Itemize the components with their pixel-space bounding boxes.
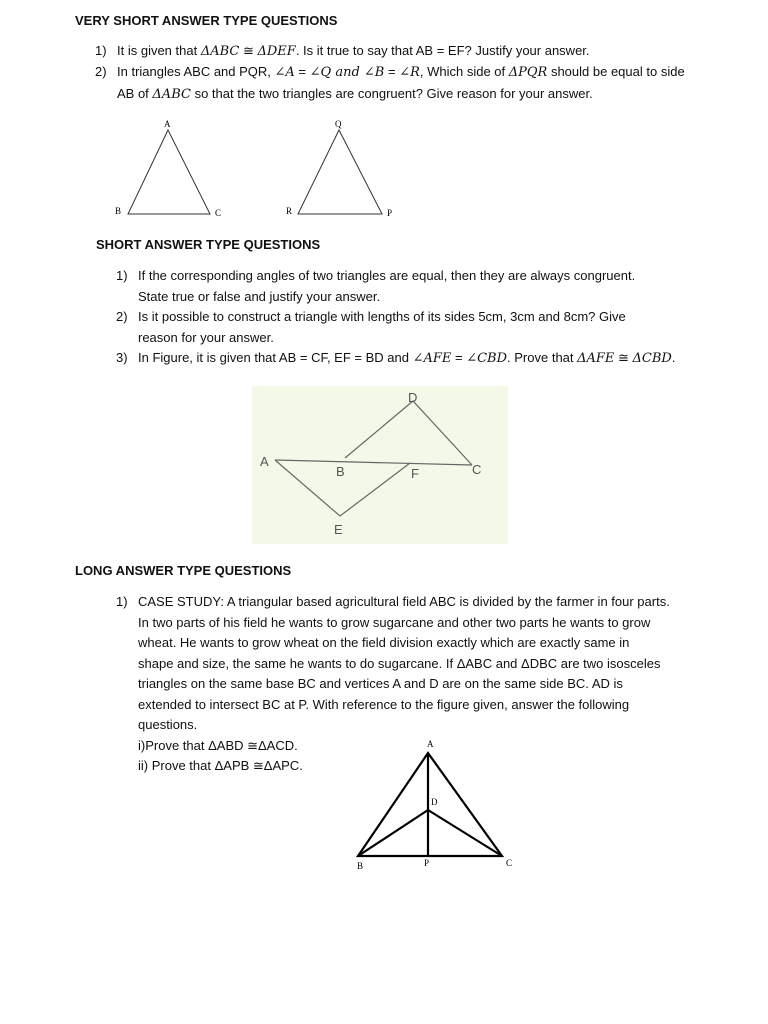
question-number: 2) [116,309,128,324]
math-expression: ∠A [274,65,295,80]
math-expression: ΔCBD [632,351,672,366]
question-text: reason for your answer. [138,329,274,345]
math-expression: ΔPQR [508,65,548,80]
question-text: . Is it true to say that AB = EF? Justify your answer. [295,43,590,58]
case-study-line: In two parts of his field he wants to grow sugarcane and other two parts he wants to grow [138,614,651,630]
question-text: ≅ [614,350,633,365]
question-text: = [294,64,310,79]
section-heading-long: LONG ANSWER TYPE QUESTIONS [75,563,292,578]
section-heading-short: SHORT ANSWER TYPE QUESTIONS [96,237,321,252]
segment-c-d [428,810,502,856]
question-2-very-short [95,62,685,105]
triangle-abc [128,130,210,214]
question-number: 1) [116,594,128,609]
case-study-line: shape and size, the same he wants to do sugarcane. If ΔABC and ΔDBC are two isosceles [138,655,661,671]
question-text: If the corresponding angles of two triangles are equal, then they are always congruent. [138,268,636,283]
vertex-label-b: B [357,861,364,871]
question-number: 1) [95,43,107,58]
figure-afe-cbd [250,384,510,546]
math-expression: ΔABC [200,44,240,59]
figure-triangles-abc-pqr [110,116,410,226]
case-study-line: triangles on the same base BC and vertices A and D are on the same side BC. AD is [138,676,623,691]
vertex-label-p: P [424,858,430,868]
question-text: ≅ [239,43,258,58]
math-expression: ∠CBD [466,351,508,366]
vertex-label-a: A [260,454,269,469]
question-text: State true or false and justify your answer. [138,288,381,304]
sub-question-2: ii) Prove that ΔAPB ≅ΔAPC. [138,758,303,773]
vertex-label-d: D [408,390,418,405]
question-text: It is given that [117,43,201,58]
figure-isosceles-triangles [350,735,530,875]
math-expression: ΔDEF [257,44,296,59]
question-text: In Figure, it is given that AB = CF, EF = BD and [138,350,413,365]
vertex-label-e: E [334,522,343,537]
question-number: 3) [116,350,128,365]
vertex-label-r: R [286,206,293,216]
vertex-label-c: C [472,462,482,477]
vertex-label-b: B [115,206,122,216]
vertex-label-a: A [427,739,434,749]
section-heading-very-short: VERY SHORT ANSWER TYPE QUESTIONS [75,13,338,28]
question-text: . [671,350,676,365]
segment-b-d [358,810,428,856]
vertex-label-a: A [164,119,171,129]
question-2-short [116,307,626,348]
vertex-label-q: Q [335,119,342,129]
math-expression: ΔAFE [577,351,615,366]
question-text: , Which side of [419,64,509,79]
question-3-short [116,348,676,370]
question-text: . Prove that [507,350,578,365]
question-text: = [451,350,467,365]
question-text: Is it possible to construct a triangle with lengths of its sides 5cm, 3cm and 8cm? Give [138,309,626,324]
math-expression: ∠R [399,65,420,80]
question-text: should be equal to side [547,64,685,79]
case-study-line: extended to intersect BC at P. With reference to the figure given, answer the following [138,696,630,712]
case-study-line: CASE STUDY: A triangular based agricultural field ABC is divided by the farmer in four parts. [138,594,670,609]
math-expression: ∠Q and ∠B [309,65,385,80]
question-text: In triangles ABC and PQR, [117,64,275,79]
case-study-line: questions. [138,717,198,732]
question-text: so that the two triangles are congruent? Give reason for your answer. [190,85,593,101]
math-expression: ΔABC [152,86,191,102]
vertex-label-d: D [431,797,438,807]
question-number: 2) [95,64,107,79]
vertex-label-f: F [411,466,419,481]
vertex-label-c: C [215,208,222,218]
math-expression: ∠AFE [412,351,452,366]
question-text: AB of [117,85,153,101]
vertex-label-b: B [336,464,345,479]
question-text: = [384,64,400,79]
question-1-short [116,266,636,307]
sub-question-1: i)Prove that ΔABD ≅ΔACD. [138,737,298,753]
case-study-line: wheat. He wants to grow wheat on the field division exactly which are exactly same in [138,635,630,650]
question-number: 1) [116,268,128,283]
question-1-very-short [95,41,590,63]
vertex-label-p: P [387,208,393,218]
triangle-pqr [298,130,382,214]
vertex-label-c: C [506,858,513,868]
